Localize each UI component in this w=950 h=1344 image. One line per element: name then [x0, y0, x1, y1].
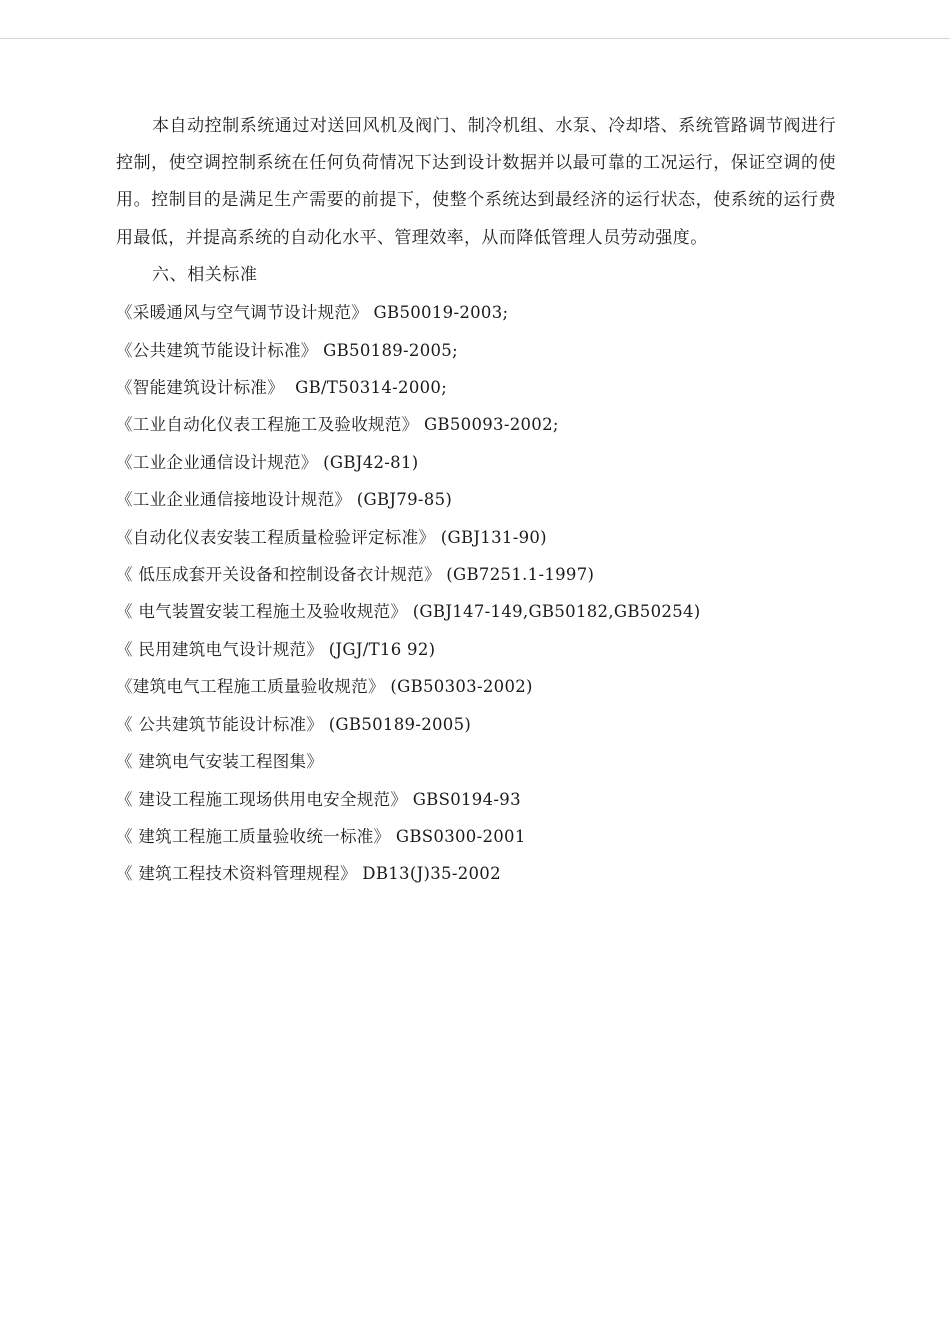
standard-item: 《 公共建筑节能设计标准》 (GB50189-2005): [116, 714, 472, 734]
section-heading: 六、相关标准: [152, 264, 258, 285]
body-paragraph: 本自动控制系统通过对送回风机及阀门、制冷机组、水泵、冷却塔、系统管路调节阀进行控制，使空调控制系统在任何负荷情况下达到设计数据并以最可靠的工况运行，保证空调的使用。控制目的是满足生产需要的前提下，使整个系统达到最经济的运行状态，使系统的运行费用最低，并提高系统的自动化水平、管理效率，从而降低管理人员劳动强度。: [116, 116, 836, 248]
standard-item: 《工业自动化仪表工程施工及验收规范》 GB50093-2002;: [116, 415, 559, 435]
standard-item: 《 建设工程施工现场供用电安全规范》 GBS0194-93: [116, 789, 521, 809]
standard-item: 《 民用建筑电气设计规范》 (JGJ/T16 92): [116, 639, 436, 659]
standard-item: 《 建筑工程技术资料管理规程》 DB13(J)35-2002: [116, 864, 501, 884]
standard-item: 《 建筑工程施工质量验收统一标准》 GBS0300-2001: [116, 826, 526, 846]
standard-item: 《工业企业通信接地设计规范》 (GBJ79-85): [116, 490, 453, 510]
standard-item: 《自动化仪表安装工程质量检验评定标准》 (GBJ131-90): [116, 527, 547, 547]
standards-list: [116, 294, 836, 893]
standard-item: 《采暖通风与空气调节设计规范》 GB50019-2003;: [116, 303, 509, 323]
standard-item: 《建筑电气工程施工质量验收规范》 (GB50303-2002): [116, 677, 533, 697]
standard-item: 《智能建筑设计标准》 GB/T50314-2000;: [116, 378, 448, 398]
standard-item: 《 电气装置安装工程施土及验收规范》 (GBJ147-149,GB50182,GB50254): [116, 602, 701, 622]
standard-item: 《工业企业通信设计规范》 (GBJ42-81): [116, 452, 419, 472]
document-body: [116, 108, 836, 893]
header-divider: [0, 38, 950, 39]
standard-item: 《 低压成套开关设备和控制设备衣计规范》 (GB7251.1-1997): [116, 565, 595, 585]
standard-item: 《 建筑电气安装工程图集》: [116, 752, 324, 772]
standard-item: 《公共建筑节能设计标准》 GB50189-2005;: [116, 340, 458, 360]
